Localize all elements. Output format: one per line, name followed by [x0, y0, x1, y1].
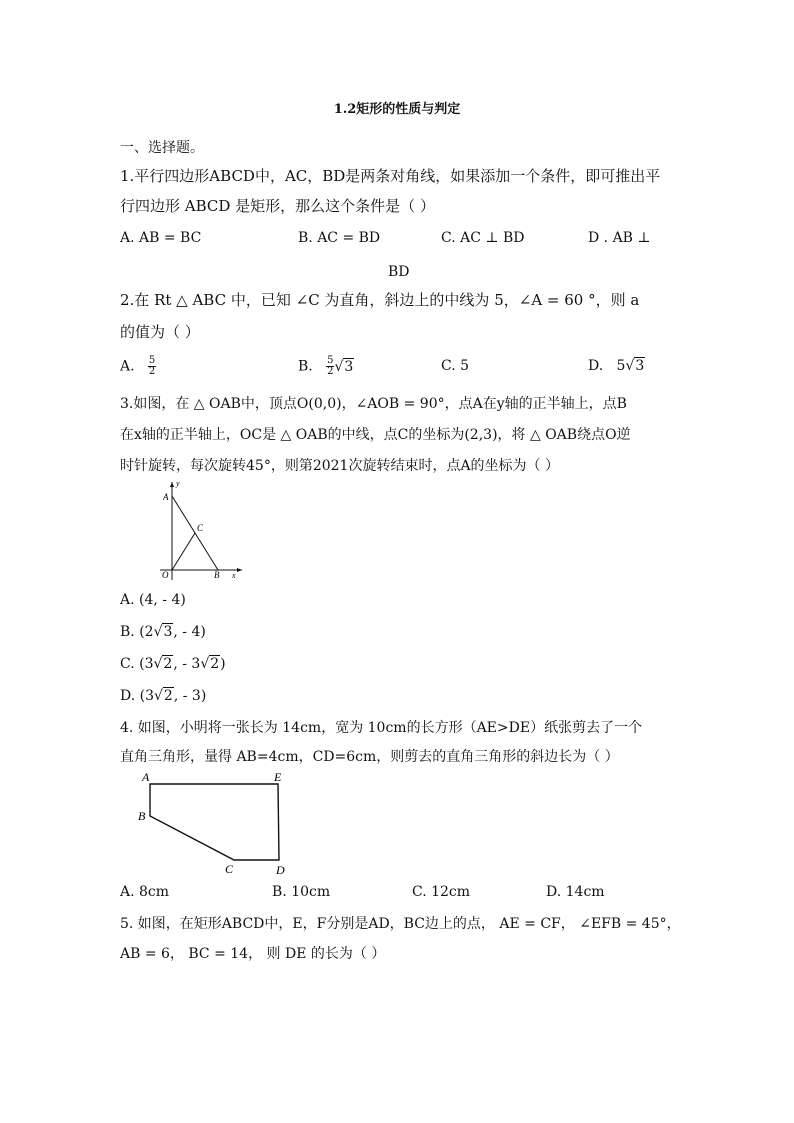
question-2-option-a: A. $\frac{5}{2}$ — [120, 355, 156, 377]
question-3-line-3: 时针旋转，每次旋转45°，则第2021次旋转结束时，点A的坐标为（ ） — [120, 458, 560, 474]
question-1-option-d-continued: BD — [388, 264, 410, 280]
question-4-line-1: 4. 如图，小明将一张长为 14cm，宽为 10cm的长方形（AE>DE）纸张剪去了一个 — [120, 720, 643, 736]
point-b-label: B — [214, 570, 220, 580]
x-axis-label: x — [232, 571, 236, 580]
radicand: 2 — [210, 656, 220, 672]
point-e-label: E — [274, 770, 282, 784]
point-c-label: C — [225, 862, 234, 876]
question-3-figure — [150, 478, 250, 582]
page-title: 1.2矩形的性质与判定 — [333, 102, 461, 117]
point-a-label: A — [142, 770, 150, 784]
fraction: $\frac{5}{2}$ — [148, 355, 156, 377]
question-2-line-2: 的值为（ ） — [120, 323, 200, 341]
question-1-option-c: C. AC ⊥ BD — [441, 230, 525, 246]
question-3-option-d: D. (3√2, - 3) — [120, 688, 207, 704]
question-4-option-a: A. 8cm — [120, 884, 170, 900]
fraction: $\frac{5}{2}$ — [327, 355, 334, 377]
point-o-label: O — [162, 570, 169, 580]
question-4-option-b: B. 10cm — [272, 884, 331, 900]
point-b-label: B — [138, 809, 146, 823]
radicand: 3 — [635, 358, 645, 374]
question-1-option-d: D . AB ⊥ — [588, 230, 651, 246]
question-4-option-d: D. 14cm — [546, 884, 605, 900]
point-d-label: D — [276, 863, 285, 877]
question-3-line-1: 3.如图，在 △ OAB中，顶点O(0,0)，∠AOB = 90°，点A在y轴的正半轴上，点B — [120, 396, 627, 412]
radicand: 2 — [163, 656, 173, 672]
question-5-line-1: 5. 如图，在矩形ABCD中，E，F分别是AD，BC边上的点， AE = CF， ∠EFB = 45°， — [120, 916, 681, 932]
question-3-option-a: A. (4, - 4) — [120, 592, 186, 608]
y-axis-label: y — [176, 479, 180, 488]
question-1-line-2: 行四边形 ABCD 是矩形，那么这个条件是（ ） — [120, 197, 435, 215]
section-heading: 一、选择题。 — [120, 140, 204, 156]
question-1-option-b: B. AC = BD — [298, 230, 381, 246]
question-5-line-2: AB = 6， BC = 14， 则 DE 的长为（ ） — [120, 946, 386, 962]
question-2-line-1: 2.在 Rt △ ABC 中，已知 ∠C 为直角，斜边上的中线为 5，∠A = 60 °，则 a — [120, 291, 640, 309]
question-1-line-1: 1.平行四边形ABCD中，AC，BD是两条对角线，如果添加一个条件，即可推出平 — [120, 167, 661, 185]
point-a-label: A — [163, 492, 169, 502]
question-2-option-b: B. $\frac{5}{2}$ √3 — [298, 355, 354, 377]
question-3-option-b: B. (2√3, - 4) — [120, 624, 206, 640]
question-4-figure — [134, 768, 294, 880]
question-4-option-c: C. 12cm — [412, 884, 471, 900]
point-c-label: C — [197, 523, 204, 533]
question-2-option-d: D. 5√3 — [588, 358, 645, 374]
question-4-line-2: 直角三角形，量得 AB=4cm，CD=6cm，则剪去的直角三角形的斜边长为（ ） — [120, 749, 619, 765]
question-3-line-2: 在x轴的正半轴上，OC是 △ OAB的中线，点C的坐标为(2,3)，将 △ OAB绕点O逆 — [120, 427, 631, 443]
radicand: 2 — [163, 688, 173, 704]
question-2-option-c: C. 5 — [441, 358, 470, 374]
radicand: 3 — [344, 358, 354, 375]
question-3-option-c: C. (3√2, - 3√2) — [120, 656, 226, 672]
radicand: 3 — [163, 624, 173, 640]
question-1-option-a: A. AB = BC — [120, 230, 202, 246]
